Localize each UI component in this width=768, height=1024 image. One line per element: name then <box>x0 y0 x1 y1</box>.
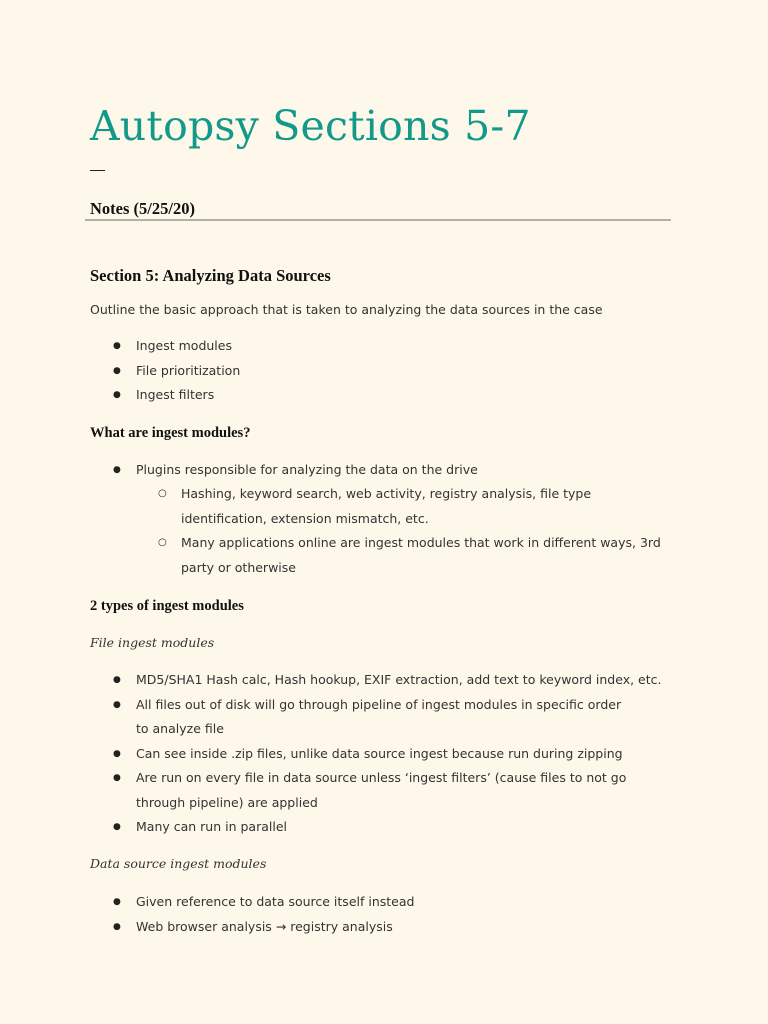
list-item: ● Ingest modules <box>0 334 676 359</box>
notes-heading: Notes (5/25/20) <box>90 199 195 218</box>
list-item: ● Many can run in parallel <box>0 815 676 840</box>
circle-bullet-icon: ○ <box>158 537 167 548</box>
list-item: ● Plugins responsible for analyzing the data on the drive <box>0 458 676 483</box>
bullet-icon: ● <box>113 365 121 376</box>
document-title: Autopsy Sections 5-7 <box>90 102 531 150</box>
circle-bullet-icon: ○ <box>158 488 167 499</box>
data-source-ingest-heading: Data source ingest modules <box>90 856 267 871</box>
list-item: ● Web browser analysis → registry analysis <box>0 915 676 940</box>
bullet-icon: ● <box>113 390 121 400</box>
list-item: ● Given reference to data source itself instead <box>0 890 676 915</box>
list-item: ● Can see inside .zip files, unlike data source ingest because run during zipping <box>0 742 676 767</box>
list-item: ● Ingest filters <box>0 383 676 408</box>
bullet-icon: ● <box>113 465 121 475</box>
approach-list <box>0 334 768 408</box>
plugins-list <box>0 458 768 483</box>
bullet-icon: ● <box>113 675 121 685</box>
horizontal-rule <box>85 219 671 221</box>
plugins-sublist <box>0 482 768 580</box>
section-5-intro: Outline the basic approach that is taken to analyzing the data sources in the case <box>90 302 603 317</box>
list-item: ● File prioritization <box>0 359 676 384</box>
bullet-icon: ● <box>113 921 121 932</box>
section-5-heading: Section 5: Analyzing Data Sources <box>90 266 331 285</box>
list-item: ● Are run on every file in data source unless ‘ingest filters’ (cause files to not go through pipeline) are applied <box>0 766 666 815</box>
bullet-icon: ● <box>113 699 121 710</box>
list-item: ● MD5/SHA1 Hash calc, Hash hookup, EXIF extraction, add text to keyword index, etc. <box>0 668 676 693</box>
title-dash-divider <box>90 170 105 171</box>
list-item: ○ Many applications online are ingest modules that work in different ways, 3rd party or otherwise <box>0 531 661 580</box>
list-item: ○ Hashing, keyword search, web activity, registry analysis, file type identification, extension mismatch, etc. <box>0 482 671 531</box>
bullet-icon: ● <box>113 773 121 783</box>
bullet-icon: ● <box>113 341 121 351</box>
list-item: ● All files out of disk will go through pipeline of ingest modules in specific order to analyze file <box>0 693 636 742</box>
data-source-ingest-list <box>0 890 768 939</box>
file-ingest-list <box>0 668 768 840</box>
bullet-icon: ● <box>113 897 121 907</box>
ingest-question-heading: What are ingest modules? <box>90 425 251 441</box>
file-ingest-heading: File ingest modules <box>90 635 215 650</box>
bullet-icon: ● <box>113 822 121 832</box>
bullet-icon: ● <box>113 748 121 759</box>
types-heading: 2 types of ingest modules <box>90 598 244 614</box>
